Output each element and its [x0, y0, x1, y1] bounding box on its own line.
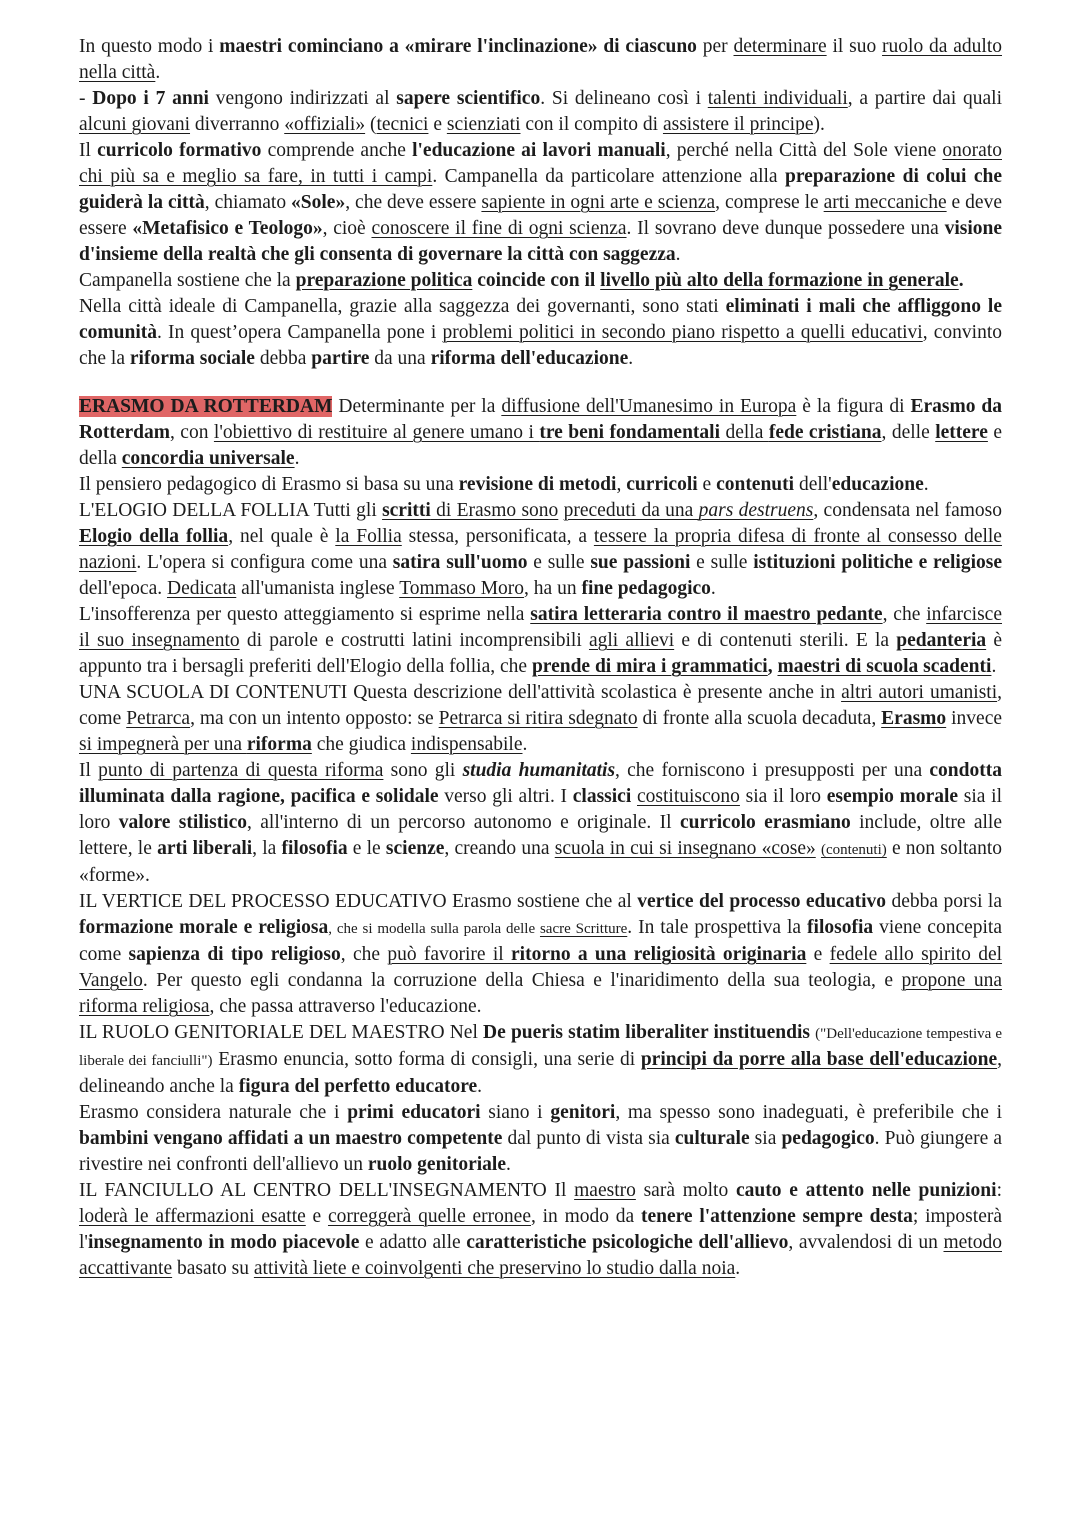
text-span: -	[79, 88, 93, 109]
bold-span: figura del perfetto educatore	[238, 1076, 478, 1097]
text-span: verso gli altri. I	[438, 786, 573, 807]
text-span: , creando una	[444, 838, 555, 859]
text-span: vengono indirizzati al	[208, 88, 397, 109]
text-span: , avvalendosi di un	[788, 1232, 944, 1253]
bold-underlined-span: riforma	[246, 734, 312, 755]
underlined-span: può favorire il	[387, 944, 512, 965]
underlined-span: indispensabile	[410, 734, 523, 755]
text-span: , convinto che la	[79, 322, 1003, 369]
text-span: debba	[254, 348, 312, 369]
text-span: , la	[252, 838, 282, 859]
text-span: . Per questo egli condanna la corruzione della Chiesa e l'inaridimento della sua teologia, e	[142, 970, 902, 991]
text-span: , chiamato	[204, 192, 292, 213]
underlined-span: alcuni giovani	[79, 114, 191, 135]
text-span: .	[628, 348, 634, 369]
text-span: .	[477, 1076, 483, 1097]
bold-span: scienze	[385, 838, 445, 859]
text-span: dell'epoca.	[79, 578, 167, 599]
bold-span: classici	[572, 786, 632, 807]
text-span: Nella città ideale di Campanella, grazie alla saggezza dei governanti, sono stati	[79, 296, 726, 317]
bold-italic-span: studia humanitatis	[462, 760, 616, 781]
bold-span: genitori	[550, 1102, 616, 1123]
bold-span: valore stilistico	[118, 812, 248, 833]
bold-span: contenuti	[716, 474, 795, 495]
bold-underlined-span: prende di mira i	[531, 656, 672, 677]
text-span: UNA SCUOLA DI CONTENUTI Questa descrizione dell'attività scolastica è presente anche in	[79, 682, 842, 703]
bold-span: fine pedagogico	[581, 578, 711, 599]
text-span: . Campanella da particolare attenzione alla	[432, 166, 786, 187]
text-span: .	[991, 656, 997, 677]
bold-span: pedagogico	[781, 1128, 875, 1149]
underlined-span: agli allievi	[588, 630, 675, 651]
text-span: . Si delineano così i	[540, 88, 708, 109]
bold-span: curricolo erasmiano	[679, 812, 851, 833]
text-span: comprende anche	[261, 140, 413, 161]
bold-span: educazione	[831, 474, 924, 495]
text-span: . L'opera si configura come una	[136, 552, 393, 573]
paragraph	[79, 498, 1002, 602]
bold-span: maestri cominciano a «mirare l'inclinazione» di ciascuno	[219, 36, 697, 57]
text-span: Determinante per la	[332, 396, 502, 417]
paragraph	[79, 758, 1002, 889]
section-gap	[79, 372, 1002, 394]
text-span: e di contenuti sterili. E la	[674, 630, 897, 651]
underlined-span: di Erasmo	[430, 500, 522, 521]
text-span: L'insofferenza per questo atteggiamento si esprime nella	[79, 604, 531, 625]
text-span: , come	[79, 682, 1002, 729]
text-span: Il pensiero pedagogico di Erasmo si basa su una	[79, 474, 459, 495]
text-span: e non soltanto «forme».	[79, 838, 1003, 886]
text-span: Erasmo enuncia, sotto forma di consigli, una serie di	[212, 1049, 641, 1070]
text-span: ).	[813, 114, 825, 135]
paragraph	[79, 1100, 1002, 1178]
text-span: e	[305, 1206, 328, 1227]
text-span: che giudica	[311, 734, 411, 755]
text-span: e deve essere	[79, 192, 1002, 239]
underlined-span: conoscere il fine di ogni scienza	[371, 218, 627, 239]
underlined-span: «offiziali»	[284, 114, 366, 135]
paragraph	[79, 138, 1002, 268]
text-span: , delineando anche la	[79, 1049, 1002, 1097]
text-span: è la figura di	[796, 396, 911, 417]
bold-underlined-span: principi da porre alla base dell'educazione	[640, 1049, 998, 1070]
text-span: e sulle	[690, 552, 754, 573]
text-span: , che forniscono i presupposti per una	[615, 760, 930, 781]
bold-underlined-span: satira letteraria contro il maestro pedante	[530, 604, 883, 625]
bold-underlined-span: tre beni fondamentali	[539, 422, 721, 443]
italic-underlined-span: pars destruens	[698, 500, 814, 521]
text-span: , con	[169, 422, 214, 443]
text-span: .	[735, 1258, 741, 1279]
underlined-span: (contenuti)	[820, 842, 887, 858]
text-span: dal punto di vista sia	[502, 1128, 675, 1149]
text-span: .	[710, 578, 716, 599]
text-span: e	[428, 114, 447, 135]
text-span: .	[506, 1154, 511, 1175]
text-span: .	[923, 474, 929, 495]
text-span: IL RUOLO GENITORIALE DEL MAESTRO Nel	[79, 1022, 484, 1043]
bold-span: sapienza di tipo religioso	[128, 944, 341, 965]
text-span: sia	[749, 1128, 782, 1149]
bold-underlined-span: concordia universale	[121, 448, 295, 469]
text-span: , che	[882, 604, 927, 625]
text-span: di fronte alla scuola decaduta,	[637, 708, 882, 729]
text-span: di parole e costrutti latini incomprensibili	[239, 630, 589, 651]
text-span: . Il sovrano deve dunque possedere una	[626, 218, 945, 239]
underlined-span: problemi politici in secondo piano rispetto a quelli educativi	[442, 322, 923, 343]
underlined-span: assistere il principe	[662, 114, 814, 135]
bold-span: ,	[767, 656, 778, 677]
text-span: all'umanista inglese	[236, 578, 400, 599]
text-span: , cioè	[322, 218, 372, 239]
underlined-span: Petrarca si ritira sdegnato	[438, 708, 638, 729]
text-span: e	[806, 944, 830, 965]
bold-span: filosofia	[281, 838, 348, 859]
text-span: , condensata nel famoso	[813, 500, 1003, 521]
bold-span: condotta illuminata dalla ragione, pacifica e solidale	[79, 760, 1002, 807]
paragraph	[79, 602, 1002, 680]
text-span: .	[675, 244, 681, 265]
bold-span: preparazione di colui che guiderà la città	[79, 166, 1002, 213]
paragraph	[79, 472, 1002, 498]
paragraph	[79, 680, 1002, 758]
bold-span: l'educazione ai lavori manuali	[412, 140, 666, 161]
bold-span: visione d'insieme della realtà che gli consenta di governare la città con saggezza	[79, 218, 1002, 265]
bold-span: sapere scientifico	[396, 88, 541, 109]
bold-span: curricolo formativo	[97, 140, 262, 161]
bold-span: caratteristiche psicologiche dell'allievo	[466, 1232, 789, 1253]
bold-underlined-span: fede cristiana	[768, 422, 882, 443]
bold-underlined-span: livello più alto della formazione in generale	[600, 270, 959, 291]
bold-span: .	[958, 270, 964, 291]
bold-span: arti liberali	[157, 838, 253, 859]
text-span: IL FANCIULLO AL CENTRO DELL'INSEGNAMENTO Il	[79, 1180, 575, 1201]
text-span: , a partire dai quali	[847, 88, 1002, 109]
bold-span: satira sull'uomo	[392, 552, 528, 573]
text-span: Campanella sostiene che la	[79, 270, 296, 291]
underlined-span: maestro	[574, 1180, 636, 1201]
paragraph	[79, 34, 1002, 86]
bold-underlined-span: Erasmo	[881, 708, 947, 729]
text-span: .	[294, 448, 300, 469]
underlined-span: loderà le affermazioni esatte	[79, 1206, 306, 1227]
underlined-span: determinare	[733, 36, 827, 57]
text-span: , che	[340, 944, 388, 965]
underlined-span: Petrarca	[126, 708, 191, 729]
text-span: e sulle	[527, 552, 591, 573]
underlined-span: l'obiettivo di restituire al genere umano i	[213, 422, 540, 443]
text-span: con il compito di	[520, 114, 663, 135]
text-span: IL VERTICE DEL PROCESSO EDUCATIVO Erasmo sostiene che al	[79, 891, 638, 912]
bold-span: insegnamento in modo piacevole	[87, 1232, 360, 1253]
text-span: sia il loro	[739, 786, 827, 807]
text-span: .	[522, 734, 528, 755]
text-span: sono gli	[383, 760, 463, 781]
text-span: e adatto alle	[359, 1232, 467, 1253]
underlined-span: fedele allo spirito del Vangelo	[79, 944, 1003, 991]
text-span: , all'interno di un percorso autonomo e originale. Il	[247, 812, 680, 833]
text-span: Il	[79, 760, 99, 781]
underlined-span: la Follia	[335, 526, 402, 547]
bold-span: primi educatori	[347, 1102, 481, 1123]
paragraph	[79, 1178, 1002, 1282]
text-span: . In tale prospettiva la	[627, 917, 808, 938]
paragraph	[79, 1020, 1002, 1100]
underlined-span: diffusione dell'Umanesimo in Europa	[501, 396, 797, 417]
text-span: diverranno	[190, 114, 285, 135]
text-span: e	[697, 474, 717, 495]
text-span: il suo	[826, 36, 883, 57]
underlined-span: sacre Scritture	[539, 921, 628, 937]
bold-underlined-span: scritti	[382, 500, 431, 521]
text-span: dell'	[794, 474, 832, 495]
underlined-span: tessere la propria difesa di fronte al consesso delle nazioni	[79, 526, 1002, 573]
bold-underlined-span: pedanteria	[896, 630, 987, 651]
text-span: , che passa attraverso l'educazione.	[209, 996, 482, 1017]
text-span: viene concepita come	[79, 917, 1002, 965]
text-span: stessa, personificata, a	[401, 526, 594, 547]
underlined-span: costituiscono	[637, 786, 740, 807]
text-span: :	[996, 1180, 1002, 1201]
underlined-span: scienziati	[446, 114, 521, 135]
text-span: . Può giungere a rivestire nei confronti dell'allievo un	[79, 1128, 1002, 1175]
text-span: Erasmo considera naturale che i	[79, 1102, 348, 1123]
bold-span: vertice del processo educativo	[637, 891, 887, 912]
bold-span: formazione morale e religiosa	[79, 917, 329, 938]
text-span: , ma spesso sono inadeguati, è preferibile che i	[615, 1102, 1002, 1123]
bold-underlined-span: preparazione politica	[295, 270, 473, 291]
bold-span: riforma sociale	[129, 348, 255, 369]
underlined-span: altri autori umanisti	[841, 682, 998, 703]
bold-underlined-span: maestri di scuola scadenti	[777, 656, 992, 677]
text-span: L'ELOGIO DELLA FOLLIA Tutti gli	[79, 500, 383, 521]
document-page	[79, 34, 1002, 1282]
paragraph	[79, 889, 1002, 1020]
text-span: debba porsi la	[886, 891, 1002, 912]
text-span: (	[365, 114, 377, 135]
paragraph	[79, 268, 1002, 294]
bold-underlined-span: Elogio della follia	[79, 526, 229, 547]
bold-span: De pueris statim liberaliter instituendis	[483, 1022, 810, 1043]
paragraph	[79, 394, 1002, 472]
text-span: , ma con un intento opposto: se	[190, 708, 439, 729]
text-span: , delle	[881, 422, 936, 443]
text-span: , in modo da	[530, 1206, 641, 1227]
text-span: invece	[946, 708, 1003, 729]
paragraph	[79, 86, 1002, 138]
underlined-span: talenti individuali	[707, 88, 848, 109]
text-span: . In quest’opera Campanella pone i	[157, 322, 443, 343]
bold-span: eliminati i mali che affliggono le comunità	[79, 296, 1002, 343]
underlined-span: arti meccaniche	[823, 192, 947, 213]
text-span: , ha un	[524, 578, 582, 599]
underlined-span: attività liete e coinvolgenti che preservino lo studio dalla noia	[253, 1258, 736, 1279]
underlined-span: della	[720, 422, 769, 443]
section-heading: ERASMO DA ROTTERDAM	[79, 396, 333, 417]
underlined-span: scuola in cui si insegnano «cose»	[554, 838, 816, 859]
bold-span: Erasmo da Rotterdam	[79, 396, 1002, 443]
text-span: ("Dell'educazione tempestiva e liberale dei fanciulli")	[79, 1026, 1002, 1069]
text-span: e della	[79, 422, 1003, 469]
text-span: per	[696, 36, 734, 57]
paragraph	[79, 294, 1002, 372]
underlined-span: Dedicata	[166, 578, 237, 599]
text-span: , perché nella Città del Sole viene	[665, 140, 943, 161]
bold-span: partire	[311, 348, 370, 369]
text-span: basato su	[172, 1258, 254, 1279]
text-span: da una	[369, 348, 431, 369]
underlined-span: infarcisce il suo insegnamento	[79, 604, 1002, 651]
underlined-span: ruolo da adulto nella città	[79, 36, 1002, 83]
underlined-span: metodo accattivante	[79, 1232, 1002, 1279]
bold-span: istituzioni politiche e religiose	[753, 552, 1003, 573]
bold-underlined-span: ritorno a una religiosità originaria	[511, 944, 807, 965]
text-span: è appunto tra i bersagli preferiti dell'Elogio della follia, che	[79, 630, 1003, 677]
bold-span: Dopo i 7 anni	[92, 88, 209, 109]
underlined-span: si impegnerà per una	[79, 734, 247, 755]
underlined-span: propone una riforma religiosa	[79, 970, 1003, 1017]
underlined-span: sono	[521, 500, 559, 521]
bold-span: curricoli	[626, 474, 698, 495]
bold-span: ruolo genitoriale	[367, 1154, 506, 1175]
bold-span: cauto e attento nelle punizioni	[735, 1180, 997, 1201]
bold-span: riforma dell'educazione	[430, 348, 629, 369]
text-span: ; imposterà l'	[79, 1206, 1002, 1253]
bold-span: esempio morale	[826, 786, 959, 807]
text-span: .	[155, 62, 161, 83]
bold-span: filosofia	[807, 917, 874, 938]
text-span: sia il loro	[79, 786, 1003, 833]
text-span: , che deve essere	[345, 192, 482, 213]
bold-span: bambini vengano affidati a un maestro competente	[79, 1128, 503, 1149]
text-span: , comprese le	[715, 192, 824, 213]
text-span: ,	[616, 474, 627, 495]
text-span: include, oltre alle lettere, le	[79, 812, 1003, 859]
bold-span: culturale	[674, 1128, 750, 1149]
bold-underlined-span: lettere	[935, 422, 988, 443]
text-span: , che si modella sulla parola delle	[328, 921, 540, 937]
bold-span: «Sole»	[291, 192, 346, 213]
text-span: , nel quale è	[228, 526, 336, 547]
bold-span: coincide con il	[477, 270, 596, 291]
underlined-span: correggerà quelle erronee	[327, 1206, 531, 1227]
text-span: sarà molto	[635, 1180, 736, 1201]
underlined-span: Tommaso Moro	[399, 578, 525, 599]
underlined-span: punto di partenza di questa riforma	[98, 760, 384, 781]
bold-span: tenere l'attenzione sempre desta	[640, 1206, 913, 1227]
bold-span: sue passioni	[590, 552, 691, 573]
bold-span: «Metafisico e Teologo»	[132, 218, 323, 239]
underlined-span: preceduti da una	[563, 500, 699, 521]
text-span: siano i	[480, 1102, 551, 1123]
underlined-span: sapiente in ogni arte e scienza	[481, 192, 716, 213]
text-span: In questo modo i	[79, 36, 220, 57]
bold-span: revisione di metodi	[458, 474, 617, 495]
bold-underlined-span: grammatici	[671, 656, 768, 677]
text-span: Il	[79, 140, 98, 161]
text-span: e le	[347, 838, 386, 859]
underlined-span: onorato chi più sa e meglio sa fare, in tutti i campi	[79, 140, 1002, 187]
underlined-span: tecnici	[376, 114, 429, 135]
